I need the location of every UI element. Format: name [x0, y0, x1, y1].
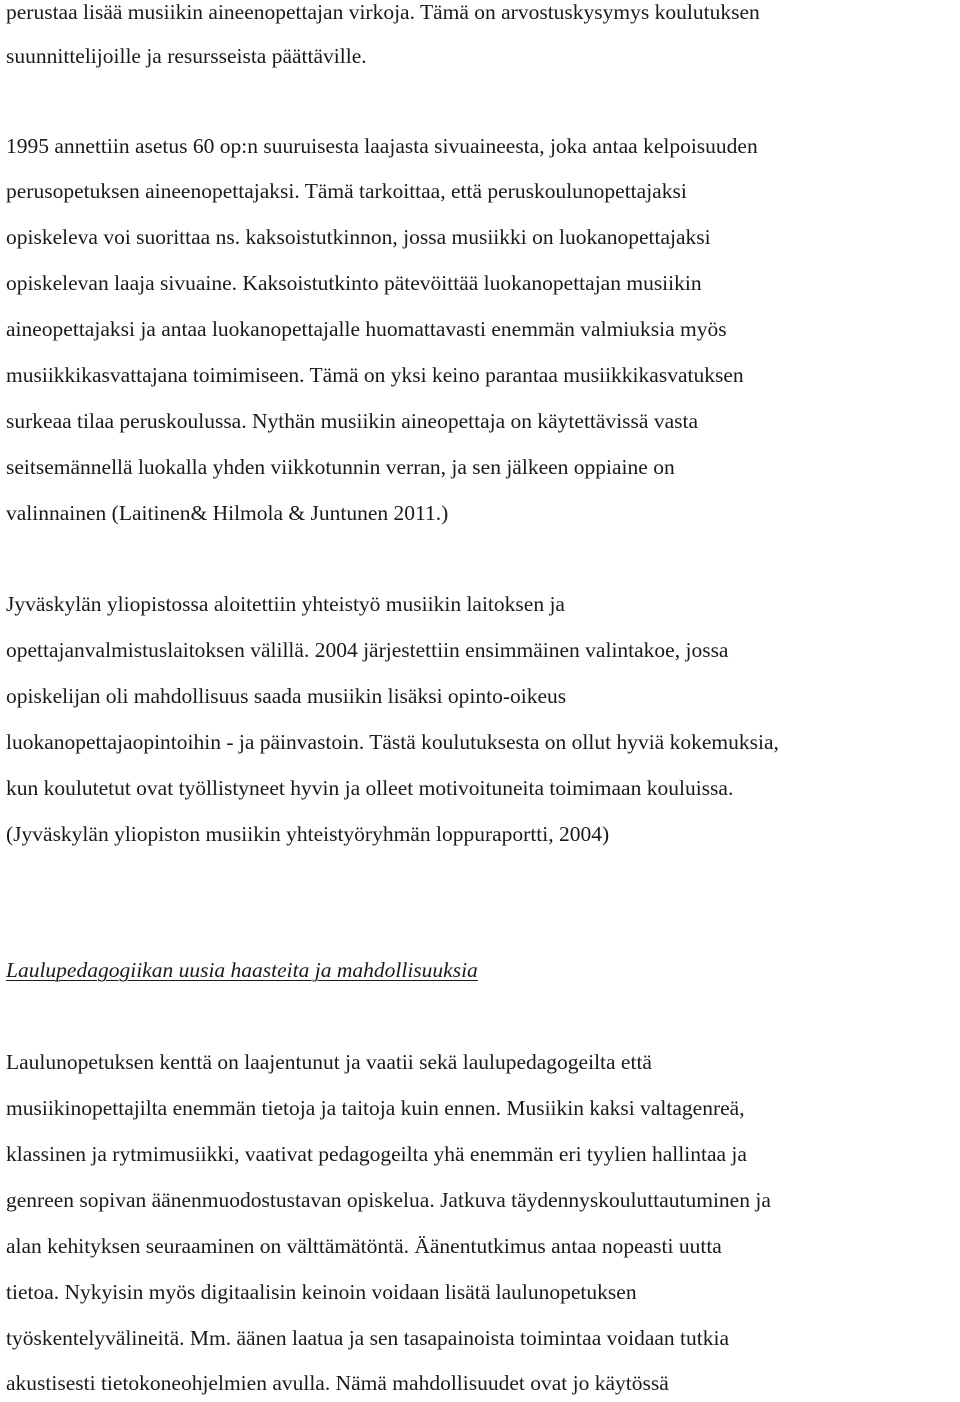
text-line: opettajanvalmistuslaitoksen välillä. 2004 järjestettiin ensimmäinen valintakoe, jossa	[6, 638, 729, 662]
text-line: Jyväskylän yliopistossa aloitettiin yhteistyö musiikin laitoksen ja	[6, 592, 565, 616]
text-line: tietoa. Nykyisin myös digitaalisin keinoin voidaan lisätä laulunopetuksen	[6, 1280, 637, 1304]
text-line: seitsemännellä luokalla yhden viikkotunnin verran, ja sen jälkeen oppiaine on	[6, 455, 675, 479]
text-line: musiikinopettajilta enemmän tietoja ja taitoja kuin ennen. Musiikin kaksi valtagenreä,	[6, 1096, 745, 1120]
text-line: suunnittelijoille ja resursseista päättäville.	[6, 44, 367, 68]
text-line: Laulunopetuksen kenttä on laajentunut ja vaatii sekä laulupedagogeilta että	[6, 1050, 652, 1074]
text-line: genreen sopivan äänenmuodostustavan opiskelua. Jatkuva täydennyskouluttautuminen ja	[6, 1188, 771, 1212]
text-line: kun koulutetut ovat työllistyneet hyvin ja olleet motivoituneita toimimaan kouluissa.	[6, 776, 734, 800]
text-line: surkeaa tilaa peruskoulussa. Nythän musiikin aineopettaja on käytettävissä vasta	[6, 409, 698, 433]
text-line: alan kehityksen seuraaminen on välttämätöntä. Äänentutkimus antaa nopeasti uutta	[6, 1234, 722, 1258]
text-line: 1995 annettiin asetus 60 op:n suuruisesta laajasta sivuaineesta, joka antaa kelpoisuuden	[6, 134, 758, 158]
text-line: opiskelijan oli mahdollisuus saada musiikin lisäksi opinto-oikeus	[6, 684, 567, 708]
text-line: akustisesti tietokoneohjelmien avulla. Nämä mahdollisuudet ovat jo käytössä	[6, 1371, 669, 1395]
text-line: luokanopettajaopintoihin - ja päinvastoin. Tästä koulutuksesta on ollut hyviä kokemuksia,	[6, 730, 779, 754]
text-line: valinnainen (Laitinen& Hilmola & Juntunen 2011.)	[6, 501, 449, 525]
text-line: perusopetuksen aineenopettajaksi. Tämä tarkoittaa, että peruskoulunopettajaksi	[6, 179, 687, 203]
text-line: työskentelyvälineitä. Mm. äänen laatua ja sen tasapainoista toimintaa voidaan tutkia	[6, 1326, 730, 1350]
text-line: (Jyväskylän yliopiston musiikin yhteistyöryhmän loppuraportti, 2004)	[6, 822, 610, 846]
section-heading: Laulupedagogiikan uusia haasteita ja mahdollisuuksia	[6, 958, 478, 982]
text-line: perustaa lisää musiikin aineenopettajan virkoja. Tämä on arvostuskysymys koulutuksen	[6, 0, 760, 24]
text-line: opiskeleva voi suorittaa ns. kaksoistutkinnon, jossa musiikki on luokanopettajaksi	[6, 225, 711, 249]
text-line: musiikkikasvattajana toimimiseen. Tämä on yksi keino parantaa musiikkikasvatuksen	[6, 363, 744, 387]
text-line: opiskelevan laaja sivuaine. Kaksoistutkinto pätevöittää luokanopettajan musiikin	[6, 271, 702, 295]
text-line: klassinen ja rytmimusiikki, vaativat pedagogeilta yhä enemmän eri tyylien hallintaa ja	[6, 1142, 747, 1166]
text-line: aineopettajaksi ja antaa luokanopettajalle huomattavasti enemmän valmiuksia myös	[6, 317, 727, 341]
